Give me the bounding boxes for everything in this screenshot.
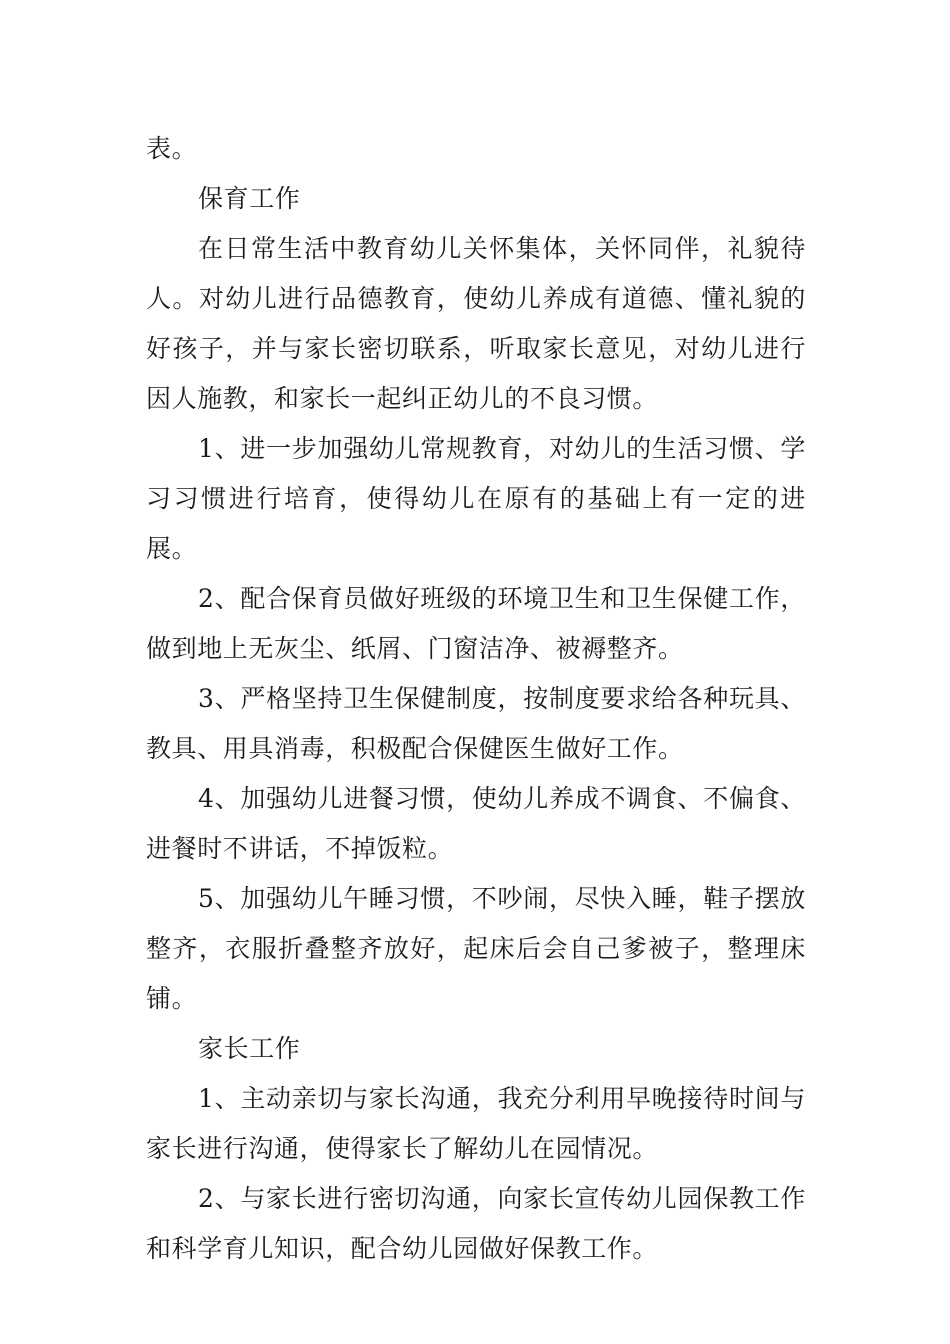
paragraph-continuation: 表。 [146,134,198,163]
list-item-parent-communication: 1、主动亲切与家长沟通，我充分利用早晚接待时间与家长进行沟通，使得家长了解幼儿在园情况。 [146,1084,806,1163]
list-item-parent-cooperation: 2、与家长进行密切沟通，向家长宣传幼儿园保教工作和科学育儿知识，配合幼儿园做好保教工作。 [146,1184,806,1263]
section-heading-parents: 家长工作 [198,1034,301,1063]
list-item-hygiene: 2、配合保育员做好班级的环境卫生和卫生保健工作，做到地上无灰尘、纸屑、门窗洁净、被褥整齐。 [146,584,806,663]
list-item-routine-education: 1、进一步加强幼儿常规教育，对幼儿的生活习惯、学习习惯进行培育，使得幼儿在原有的基础上有一定的进展。 [146,434,806,563]
section-heading-childcare: 保育工作 [198,184,301,213]
list-item-health-care: 3、严格坚持卫生保健制度，按制度要求给各种玩具、教具、用具消毒，积极配合保健医生做好工作。 [146,684,806,763]
document-body [146,124,806,1274]
list-item-nap-habits: 5、加强幼儿午睡习惯，不吵闹，尽快入睡，鞋子摆放整齐，衣服折叠整齐放好，起床后会自己爹被子，整理床铺。 [146,884,806,1013]
paragraph-moral-education: 在日常生活中教育幼儿关怀集体，关怀同伴，礼貌待人。对幼儿进行品德教育，使幼儿养成有道德、懂礼貌的好孩子，并与家长密切联系，听取家长意见，对幼儿进行因人施教，和家长一起纠正幼儿的不良习惯。 [146,234,806,413]
list-item-eating-habits: 4、加强幼儿进餐习惯，使幼儿养成不调食、不偏食、进餐时不讲话，不掉饭粒。 [146,784,806,863]
